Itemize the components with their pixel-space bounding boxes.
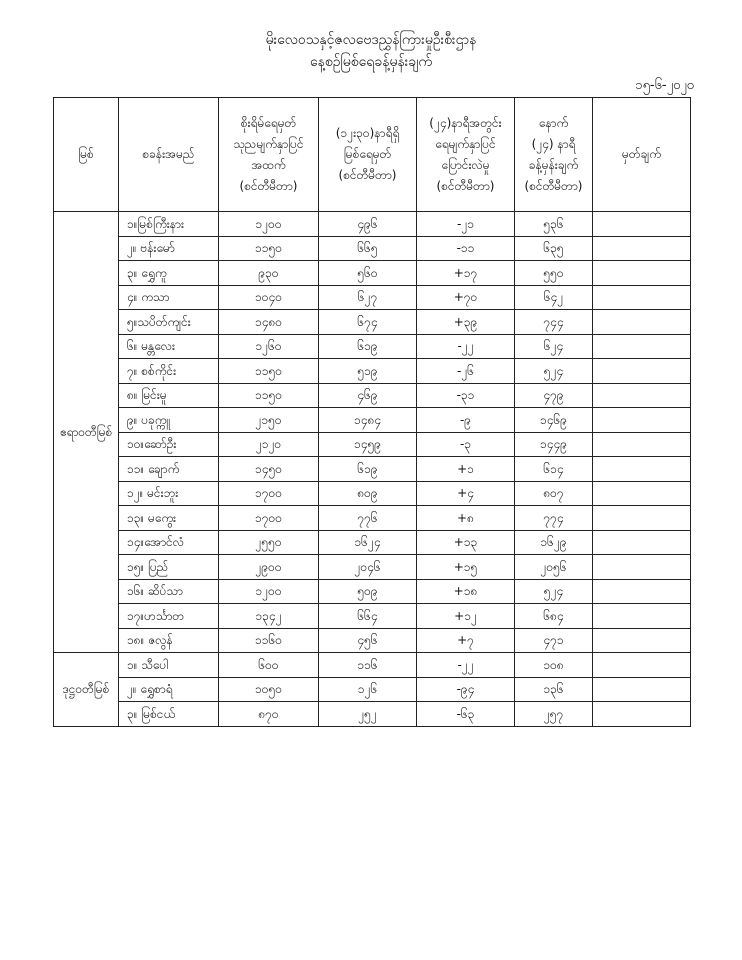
danger-cell: ၁၀၄၀: [219, 285, 319, 310]
table-body: [54, 212, 691, 727]
remark-cell: [593, 702, 691, 727]
level-cell: ၁၆၂၄: [319, 530, 417, 555]
change-cell: +၁: [417, 457, 515, 482]
river-forecast-table: [53, 97, 691, 727]
table-row: [54, 212, 691, 237]
station-cell: ၁။ သီပေါ: [119, 653, 219, 678]
station-cell: ၉။ ပခုက္ကူ: [119, 408, 219, 433]
change-cell: +၄: [417, 481, 515, 506]
danger-cell: ၁၁၅၀: [219, 359, 319, 384]
forecast-cell: ၅၅၀: [515, 261, 593, 286]
column-header-line: သုညမျက်နှာပြင်: [233, 136, 304, 151]
forecast-cell: ၅၃၆: [515, 212, 593, 237]
change-cell: -၂၂: [417, 653, 515, 678]
danger-cell: ၁၁၅၀: [219, 383, 319, 408]
level-cell: ၄၆၉: [319, 383, 417, 408]
column-header-line: စိုးရိမ်ရေမှတ်: [240, 115, 297, 130]
danger-cell: ၂၁၂၀: [219, 432, 319, 457]
level-cell: ၁၂၆: [319, 677, 417, 702]
column-header-line: စခန်းအမည်: [142, 147, 195, 161]
level-cell: ၅၁၉: [319, 359, 417, 384]
danger-cell: ၁၀၅၀: [219, 677, 319, 702]
table-row: [54, 702, 691, 727]
table-row: [54, 310, 691, 335]
change-cell: -၁၁: [417, 236, 515, 261]
table-row: [54, 334, 691, 359]
table-row: [54, 457, 691, 482]
table-header-row: [54, 98, 691, 212]
level-cell: ၄၅၆: [319, 628, 417, 653]
station-cell: ၁၈။ ဇလွန်: [119, 628, 219, 653]
station-cell: ၂။ ရွှေစာရံ: [119, 677, 219, 702]
remark-cell: [593, 212, 691, 237]
column-header-station: [119, 98, 219, 212]
forecast-cell: ၆၈၄: [515, 604, 593, 629]
column-header-river: [54, 98, 119, 212]
danger-cell: ၂၉၀၀: [219, 555, 319, 580]
column-header-line: (၂၄) နာရီ: [531, 136, 576, 151]
station-cell: ၄။ ကသာ: [119, 285, 219, 310]
forecast-cell: ၁၀၈: [515, 653, 593, 678]
table-row: [54, 530, 691, 555]
station-cell: ၁၁။ ချောက်: [119, 457, 219, 482]
table-row: [54, 432, 691, 457]
level-cell: ၁၄၈၄: [319, 408, 417, 433]
forecast-cell: ၁၆၂၉: [515, 530, 593, 555]
station-cell: ၁။မြစ်ကြီးနား: [119, 212, 219, 237]
level-cell: ၅၀၉: [319, 579, 417, 604]
remark-cell: [593, 530, 691, 555]
department-title: မိုးလေဝသနှင့်ဇလဗေဒညွှန်ကြားမှုဦးစီးဌာန: [265, 32, 477, 48]
forecast-cell: ၇၇၄: [515, 506, 593, 531]
remark-cell: [593, 359, 691, 384]
change-cell: +၁၂: [417, 604, 515, 629]
danger-cell: ၁၇၀၀: [219, 506, 319, 531]
column-header-danger-level: [219, 98, 319, 212]
station-cell: ၃။ မြစ်ငယ်: [119, 702, 219, 727]
remark-cell: [593, 555, 691, 580]
forecast-cell: ၅၂၄: [515, 359, 593, 384]
danger-cell: ၁၄၅၀: [219, 457, 319, 482]
station-cell: ၃။ ရွှေကူ: [119, 261, 219, 286]
table-row: [54, 677, 691, 702]
level-cell: ၂၅၂: [319, 702, 417, 727]
forecast-cell: ၁၄၆၉: [515, 408, 593, 433]
column-header-line: ခန့်မှန်းချက်: [528, 157, 579, 172]
remark-cell: [593, 261, 691, 286]
remark-cell: [593, 506, 691, 531]
forecast-cell: ၅၂၄: [515, 579, 593, 604]
table-row: [54, 506, 691, 531]
danger-cell: ၁၁၅၀: [219, 236, 319, 261]
table-row: [54, 285, 691, 310]
forecast-cell: ၂၀၅၆: [515, 555, 593, 580]
forecast-cell: ၈၀၇: [515, 481, 593, 506]
danger-cell: ၁၂၀၀: [219, 579, 319, 604]
change-cell: +၁၈: [417, 579, 515, 604]
remark-cell: [593, 408, 691, 433]
danger-cell: ၈၇၀: [219, 702, 319, 727]
column-header-line: (စင်တီမီတာ): [524, 178, 583, 193]
column-header-line: မြစ်ရေမှတ်: [343, 147, 392, 161]
forecast-cell: ၁၄၄၉: [515, 432, 593, 457]
danger-cell: ၁၇၀၀: [219, 481, 319, 506]
river-name-cell: ဧရာဝတီမြစ်: [54, 212, 119, 653]
column-header-line: မှတ်ချက်: [622, 147, 661, 161]
remark-cell: [593, 383, 691, 408]
station-cell: ၁၂။ မင်းဘူး: [119, 481, 219, 506]
change-cell: +၈: [417, 506, 515, 531]
danger-cell: ၁၂၀၀: [219, 212, 319, 237]
table-row: [54, 555, 691, 580]
column-header-line: (စင်တီမီတာ): [436, 178, 495, 193]
table-row: [54, 261, 691, 286]
station-cell: ၂။ ဗန်းမော်: [119, 236, 219, 261]
remark-cell: [593, 579, 691, 604]
forecast-cell: ၆၄၂: [515, 285, 593, 310]
table-row: [54, 604, 691, 629]
column-header-forecast: [515, 98, 593, 212]
forecast-cell: ၄၇၁: [515, 628, 593, 653]
remark-cell: [593, 677, 691, 702]
column-header-line: (၂၄)နာရီအတွင်း: [429, 115, 502, 130]
forecast-cell: ၇၄၄: [515, 310, 593, 335]
level-cell: ၇၇၆: [319, 506, 417, 531]
forecast-cell: ၆၂၄: [515, 334, 593, 359]
danger-cell: ၁၁၆၀: [219, 628, 319, 653]
change-cell: -၃၁: [417, 383, 515, 408]
level-cell: ၄၉၆: [319, 212, 417, 237]
station-cell: ၆။ မန္တလေး: [119, 334, 219, 359]
remark-cell: [593, 236, 691, 261]
remark-cell: [593, 285, 691, 310]
level-cell: ၆၁၉: [319, 334, 417, 359]
table-row: [54, 481, 691, 506]
station-cell: ၁၅။ ပြည်: [119, 555, 219, 580]
column-header-line: ရေမျက်နှာပြင်: [435, 136, 496, 151]
change-cell: +၁၅: [417, 555, 515, 580]
level-cell: ၁၄၅၉: [319, 432, 417, 457]
remark-cell: [593, 653, 691, 678]
station-cell: ၁၄။အောင်လံ: [119, 530, 219, 555]
station-cell: ၅။သပိတ်ကျင်း: [119, 310, 219, 335]
change-cell: -၂၆: [417, 359, 515, 384]
table-row: [54, 408, 691, 433]
change-cell: -၆၃: [417, 702, 515, 727]
change-cell: +၇၀: [417, 285, 515, 310]
remark-cell: [593, 628, 691, 653]
level-cell: ၆၁၉: [319, 457, 417, 482]
danger-cell: ၆၀၀: [219, 653, 319, 678]
change-cell: -၉၄: [417, 677, 515, 702]
level-cell: ၅၆၀: [319, 261, 417, 286]
forecast-cell: ၆၁၄: [515, 457, 593, 482]
column-header-remark: [593, 98, 691, 212]
station-cell: ၁၆။ ဆိပ်သာ: [119, 579, 219, 604]
column-header-line: (စင်တီမီတာ): [338, 168, 397, 182]
station-cell: ၁၀။ဆော်ဦး: [119, 432, 219, 457]
river-name-cell: ဒုဋ္ဌဝတီမြစ်: [54, 653, 119, 727]
change-cell: -၉: [417, 408, 515, 433]
column-header-water-level: [319, 98, 417, 212]
table-row: [54, 579, 691, 604]
change-cell: +၁၃: [417, 530, 515, 555]
column-header-line: မြစ်: [78, 147, 94, 161]
station-cell: ၈။ မြင်းမူ: [119, 383, 219, 408]
danger-cell: ၁၄၈၀: [219, 310, 319, 335]
remark-cell: [593, 604, 691, 629]
station-cell: ၇။ စစ်ကိုင်း: [119, 359, 219, 384]
column-header-line: (စင်တီမီတာ): [239, 178, 298, 193]
column-header-line: (၁၂း၃၀)နာရီရှိ: [335, 126, 400, 140]
station-cell: ၁၃။ မကွေး: [119, 506, 219, 531]
forecast-cell: ၄၇၉: [515, 383, 593, 408]
level-cell: ၆၆၄: [319, 604, 417, 629]
remark-cell: [593, 457, 691, 482]
forecast-cell: ၁၃၆: [515, 677, 593, 702]
column-header-line: အထက်: [251, 157, 286, 172]
remark-cell: [593, 481, 691, 506]
column-header-change: [417, 98, 515, 212]
danger-cell: ၁၃၄၂: [219, 604, 319, 629]
table-row: [54, 236, 691, 261]
report-subtitle: နေ့စဉ်မြစ်ရေခန့်မှန်းချက်: [309, 54, 433, 70]
table-row: [54, 383, 691, 408]
danger-cell: ၂၁၅၀: [219, 408, 319, 433]
change-cell: -၃: [417, 432, 515, 457]
level-cell: ၆၆၅: [319, 236, 417, 261]
table-row: [54, 653, 691, 678]
table-row: [54, 628, 691, 653]
column-header-line: နောက်: [538, 115, 569, 130]
table-row: [54, 359, 691, 384]
danger-cell: ၁၂၆၀: [219, 334, 319, 359]
danger-cell: ၉၃၀: [219, 261, 319, 286]
change-cell: -၂၂: [417, 334, 515, 359]
report-date: ၁၅-၆-၂၀၂၀: [635, 78, 694, 93]
remark-cell: [593, 334, 691, 359]
change-cell: -၂၁: [417, 212, 515, 237]
remark-cell: [593, 310, 691, 335]
change-cell: +၇: [417, 628, 515, 653]
level-cell: ၆၇၄: [319, 310, 417, 335]
level-cell: ၁၁၆: [319, 653, 417, 678]
remark-cell: [593, 432, 691, 457]
change-cell: +၁၇: [417, 261, 515, 286]
change-cell: +၃၉: [417, 310, 515, 335]
danger-cell: ၂၅၅၀: [219, 530, 319, 555]
level-cell: ၈၀၉: [319, 481, 417, 506]
forecast-cell: ၂၅၇: [515, 702, 593, 727]
level-cell: ၆၂၇: [319, 285, 417, 310]
column-header-line: ပြောင်းလဲမှု: [441, 157, 490, 172]
level-cell: ၂၀၄၆: [319, 555, 417, 580]
station-cell: ၁၇။ဟင်္သာတ: [119, 604, 219, 629]
forecast-cell: ၆၃၅: [515, 236, 593, 261]
